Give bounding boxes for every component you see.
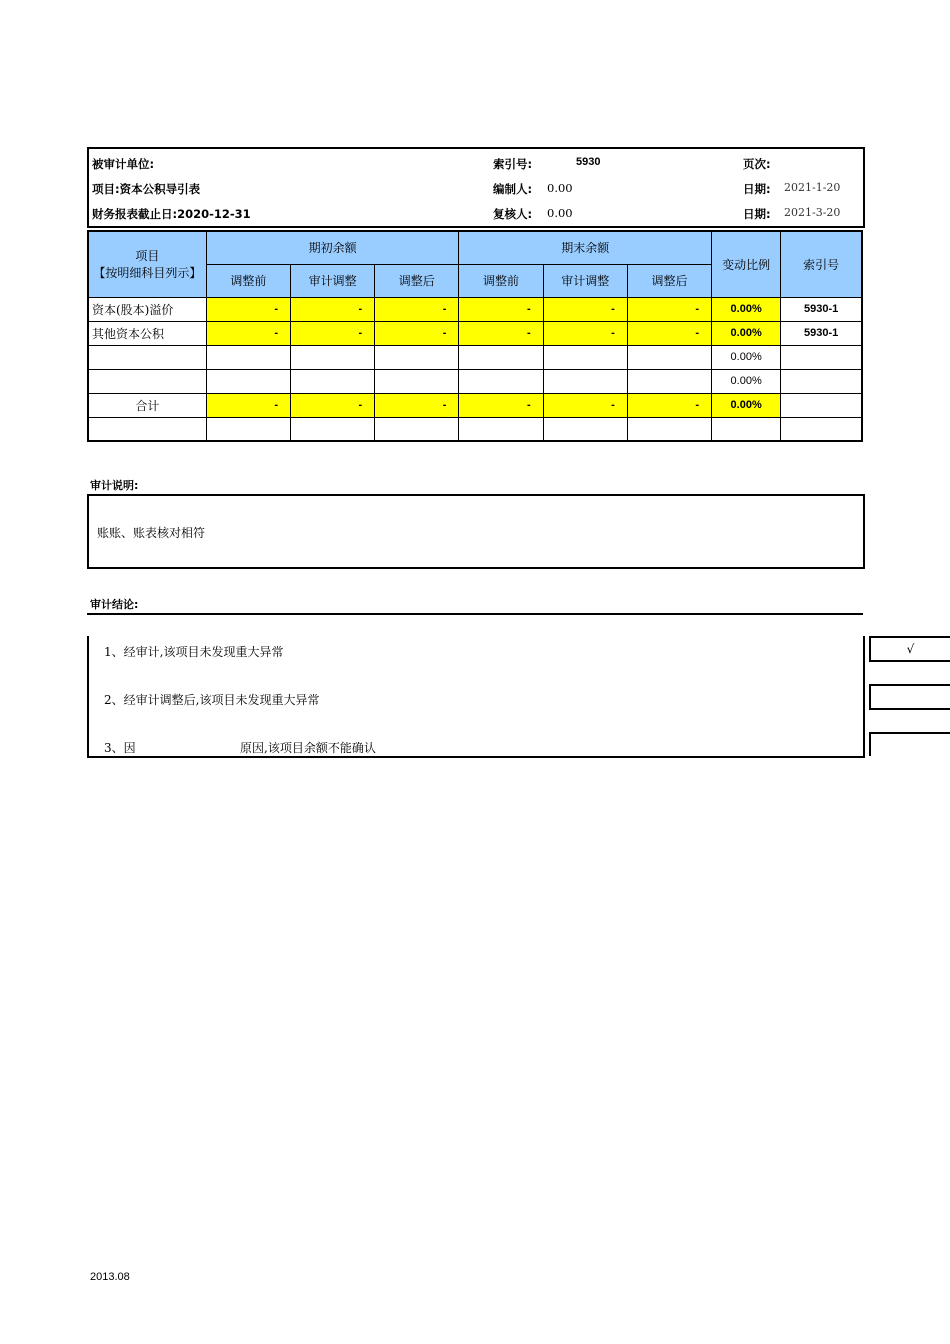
change-ratio: 0.00% <box>712 321 781 345</box>
preparer-label: 编制人: <box>493 182 533 196</box>
conclusion-item-2: 2、经审计调整后,该项目未发现重大异常 <box>104 693 320 707</box>
footer-version: 2013.08 <box>90 1271 130 1283</box>
total-index <box>781 393 862 417</box>
conclusion-checkbox-3[interactable] <box>869 732 950 756</box>
total-value: - <box>375 393 459 417</box>
value-cell <box>290 345 374 369</box>
table-row <box>88 321 862 345</box>
value-cell: - <box>290 297 374 321</box>
value-cell <box>459 369 543 393</box>
item-header-line2: 【按明细科目列示】 <box>93 266 202 281</box>
value-cell <box>375 345 459 369</box>
empty-cell <box>627 417 711 441</box>
sub-header: 审计调整 <box>290 264 374 297</box>
value-cell: - <box>543 297 627 321</box>
change-ratio: 0.00% <box>712 297 781 321</box>
value-cell: - <box>627 297 711 321</box>
total-value: - <box>290 393 374 417</box>
value-cell <box>543 345 627 369</box>
date-value-2: 2021-3-20 <box>784 206 841 219</box>
change-ratio-header: 变动比例 <box>712 231 781 297</box>
table-row <box>88 297 862 321</box>
sub-header: 调整后 <box>627 264 711 297</box>
value-cell: - <box>627 321 711 345</box>
value-cell <box>627 345 711 369</box>
date-value-1: 2021-1-20 <box>784 181 841 194</box>
conclusion-item-3-prefix: 3、因 <box>104 741 136 755</box>
total-value: - <box>627 393 711 417</box>
conclusion-title: 审计结论: <box>90 598 139 611</box>
conclusion-item-3-suffix: 原因,该项目余额不能确认 <box>240 741 376 755</box>
value-cell <box>543 369 627 393</box>
row-index <box>781 345 862 369</box>
row-label: 其他资本公积 <box>88 321 206 345</box>
value-cell: - <box>206 297 290 321</box>
reviewer-label: 复核人: <box>493 207 533 221</box>
closing-balance-header: 期末余额 <box>459 231 712 264</box>
change-ratio: 0.00% <box>712 369 781 393</box>
empty-cell <box>88 417 206 441</box>
conclusion-divider <box>87 613 863 615</box>
row-index: 5930-1 <box>781 297 862 321</box>
sub-header: 调整前 <box>459 264 543 297</box>
page-label: 页次: <box>743 157 771 171</box>
row-index: 5930-1 <box>781 321 862 345</box>
value-cell: - <box>290 321 374 345</box>
empty-cell <box>543 417 627 441</box>
row-index <box>781 369 862 393</box>
auditee-label: 被审计单位: <box>92 157 155 171</box>
project-label: 项目:资本公积导引表 <box>92 182 201 196</box>
change-ratio: 0.00% <box>712 345 781 369</box>
value-cell: - <box>543 321 627 345</box>
value-cell <box>206 345 290 369</box>
opening-balance-header: 期初余额 <box>206 231 459 264</box>
total-row <box>88 393 862 417</box>
table-row <box>88 345 862 369</box>
value-cell <box>375 369 459 393</box>
index-label: 索引号: <box>493 157 533 171</box>
empty-cell <box>781 417 862 441</box>
empty-cell <box>459 417 543 441</box>
total-value: - <box>459 393 543 417</box>
value-cell: - <box>375 297 459 321</box>
row-label <box>88 345 206 369</box>
value-cell: - <box>375 321 459 345</box>
sub-header: 审计调整 <box>543 264 627 297</box>
notes-title: 审计说明: <box>90 479 139 492</box>
item-header <box>88 231 206 297</box>
row-label <box>88 369 206 393</box>
date-label-1: 日期: <box>743 182 771 196</box>
value-cell <box>459 345 543 369</box>
conclusion-checkbox-1[interactable]: √ <box>869 636 950 662</box>
period-label: 财务报表截止日:2020-12-31 <box>92 207 251 221</box>
empty-cell <box>712 417 781 441</box>
total-value: - <box>206 393 290 417</box>
table-row <box>88 417 862 441</box>
value-cell <box>206 369 290 393</box>
total-label: 合计 <box>88 393 206 417</box>
value-cell: - <box>459 321 543 345</box>
index-value: 5930 <box>576 156 601 168</box>
value-cell <box>290 369 374 393</box>
empty-cell <box>290 417 374 441</box>
row-label: 资本(股本)溢价 <box>88 297 206 321</box>
table-row <box>88 369 862 393</box>
balance-table <box>87 230 863 442</box>
total-value: - <box>543 393 627 417</box>
notes-text: 账账、账表核对相符 <box>97 526 206 540</box>
empty-cell <box>375 417 459 441</box>
item-header-line1: 项目 <box>135 249 160 264</box>
empty-cell <box>206 417 290 441</box>
preparer-value: 0.00 <box>547 181 573 195</box>
sub-header: 调整前 <box>206 264 290 297</box>
value-cell: - <box>459 297 543 321</box>
sub-header: 调整后 <box>375 264 459 297</box>
value-cell: - <box>206 321 290 345</box>
notes-box <box>87 494 865 569</box>
conclusion-checkbox-2[interactable] <box>869 684 950 710</box>
header-box <box>87 147 865 228</box>
index-header: 索引号 <box>781 231 862 297</box>
date-label-2: 日期: <box>743 207 771 221</box>
conclusion-item-1: 1、经审计,该项目未发现重大异常 <box>104 645 284 659</box>
conclusion-box <box>87 636 915 758</box>
reviewer-value: 0.00 <box>547 206 573 220</box>
value-cell <box>627 369 711 393</box>
total-change-ratio: 0.00% <box>712 393 781 417</box>
